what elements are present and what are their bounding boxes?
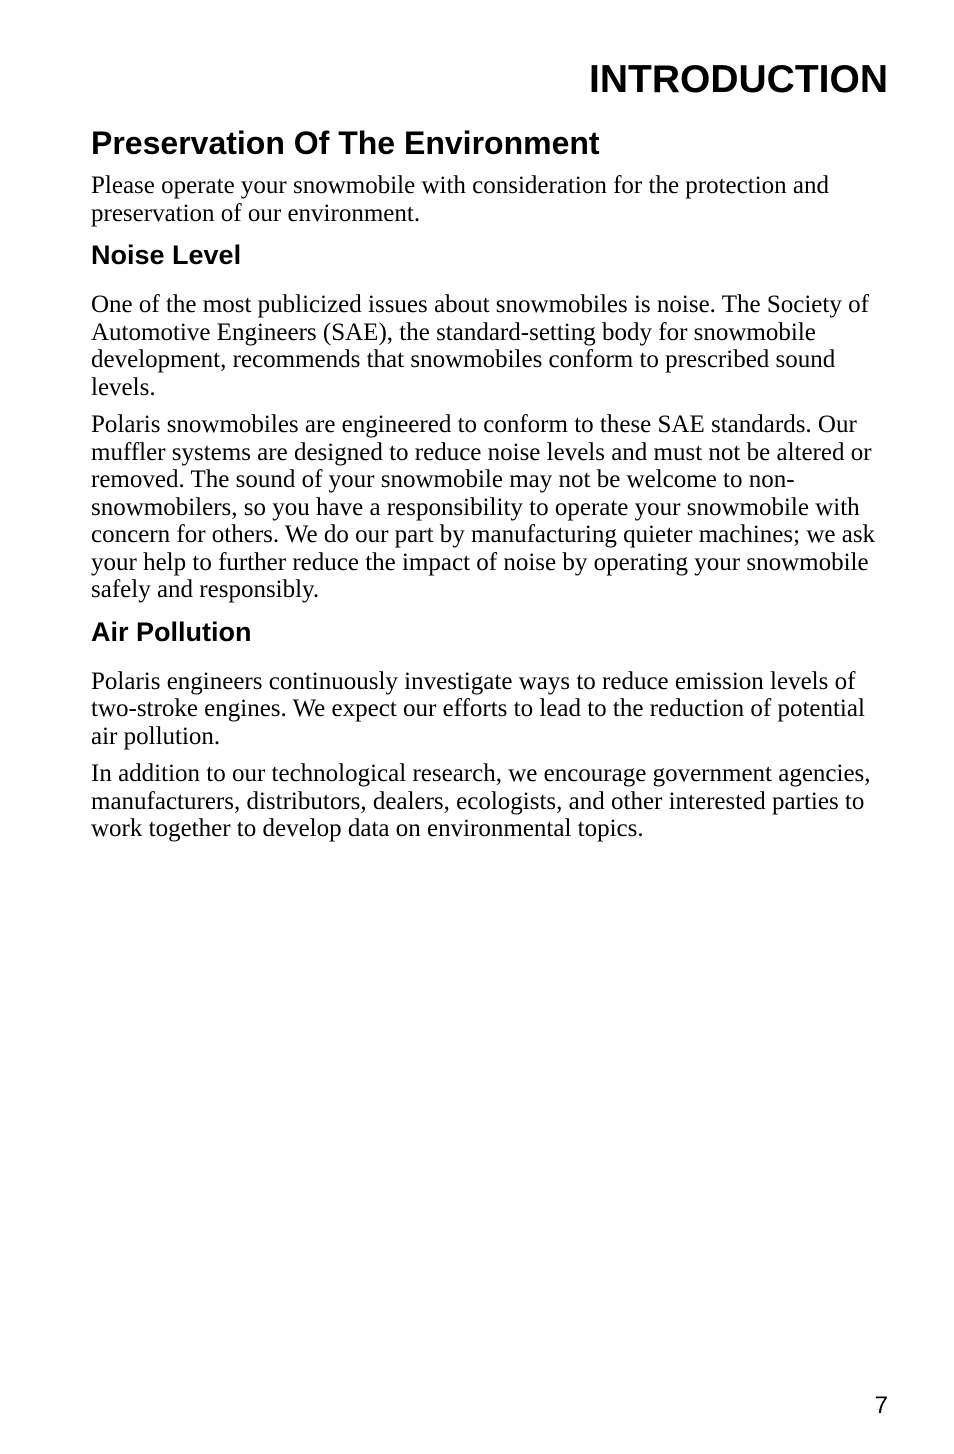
air-pollution-paragraph-1: Polaris engineers continuously investigate ways to reduce emission levels of two-stroke engines. We expect our efforts to lead to the reduction of potential air pollution. [91,667,865,750]
page-number: 7 [874,1392,888,1419]
noise-level-heading: Noise Level [91,240,242,270]
page-header-title: INTRODUCTION [589,58,888,101]
air-pollution-paragraph-2: In addition to our technological research, we encourage government agencies, manufacturers, distributors, dealers, ecologists, and other interested parties to work together to develop data on environmental topics. [91,760,871,842]
section-title: Preservation Of The Environment [91,125,600,161]
noise-level-paragraph-1: One of the most publicized issues about snowmobiles is noise. The Society of Automotive Engineers (SAE), the standard-setting body for snowmobile development, recommends that snowmobiles conform to prescribed sound levels. [91,291,869,401]
noise-level-paragraph-2: Polaris snowmobiles are engineered to conform to these SAE standards. Our muffler systems are designed to reduce noise levels and must not be altered or removed. The sound of your snowmobile may not be welcome to non-snowmobilers, so you have a responsibility to operate your snowmobile with concern for others. We do our part by manufacturing quieter machines; we ask your help to further reduce the impact of noise by operating your snowmobile safely and responsibly. [91,411,876,603]
air-pollution-heading: Air Pollution [91,616,252,647]
page-content [91,124,891,853]
section-intro-paragraph: Please operate your snowmobile with consideration for the protection and preservation of our environment. [91,172,829,227]
